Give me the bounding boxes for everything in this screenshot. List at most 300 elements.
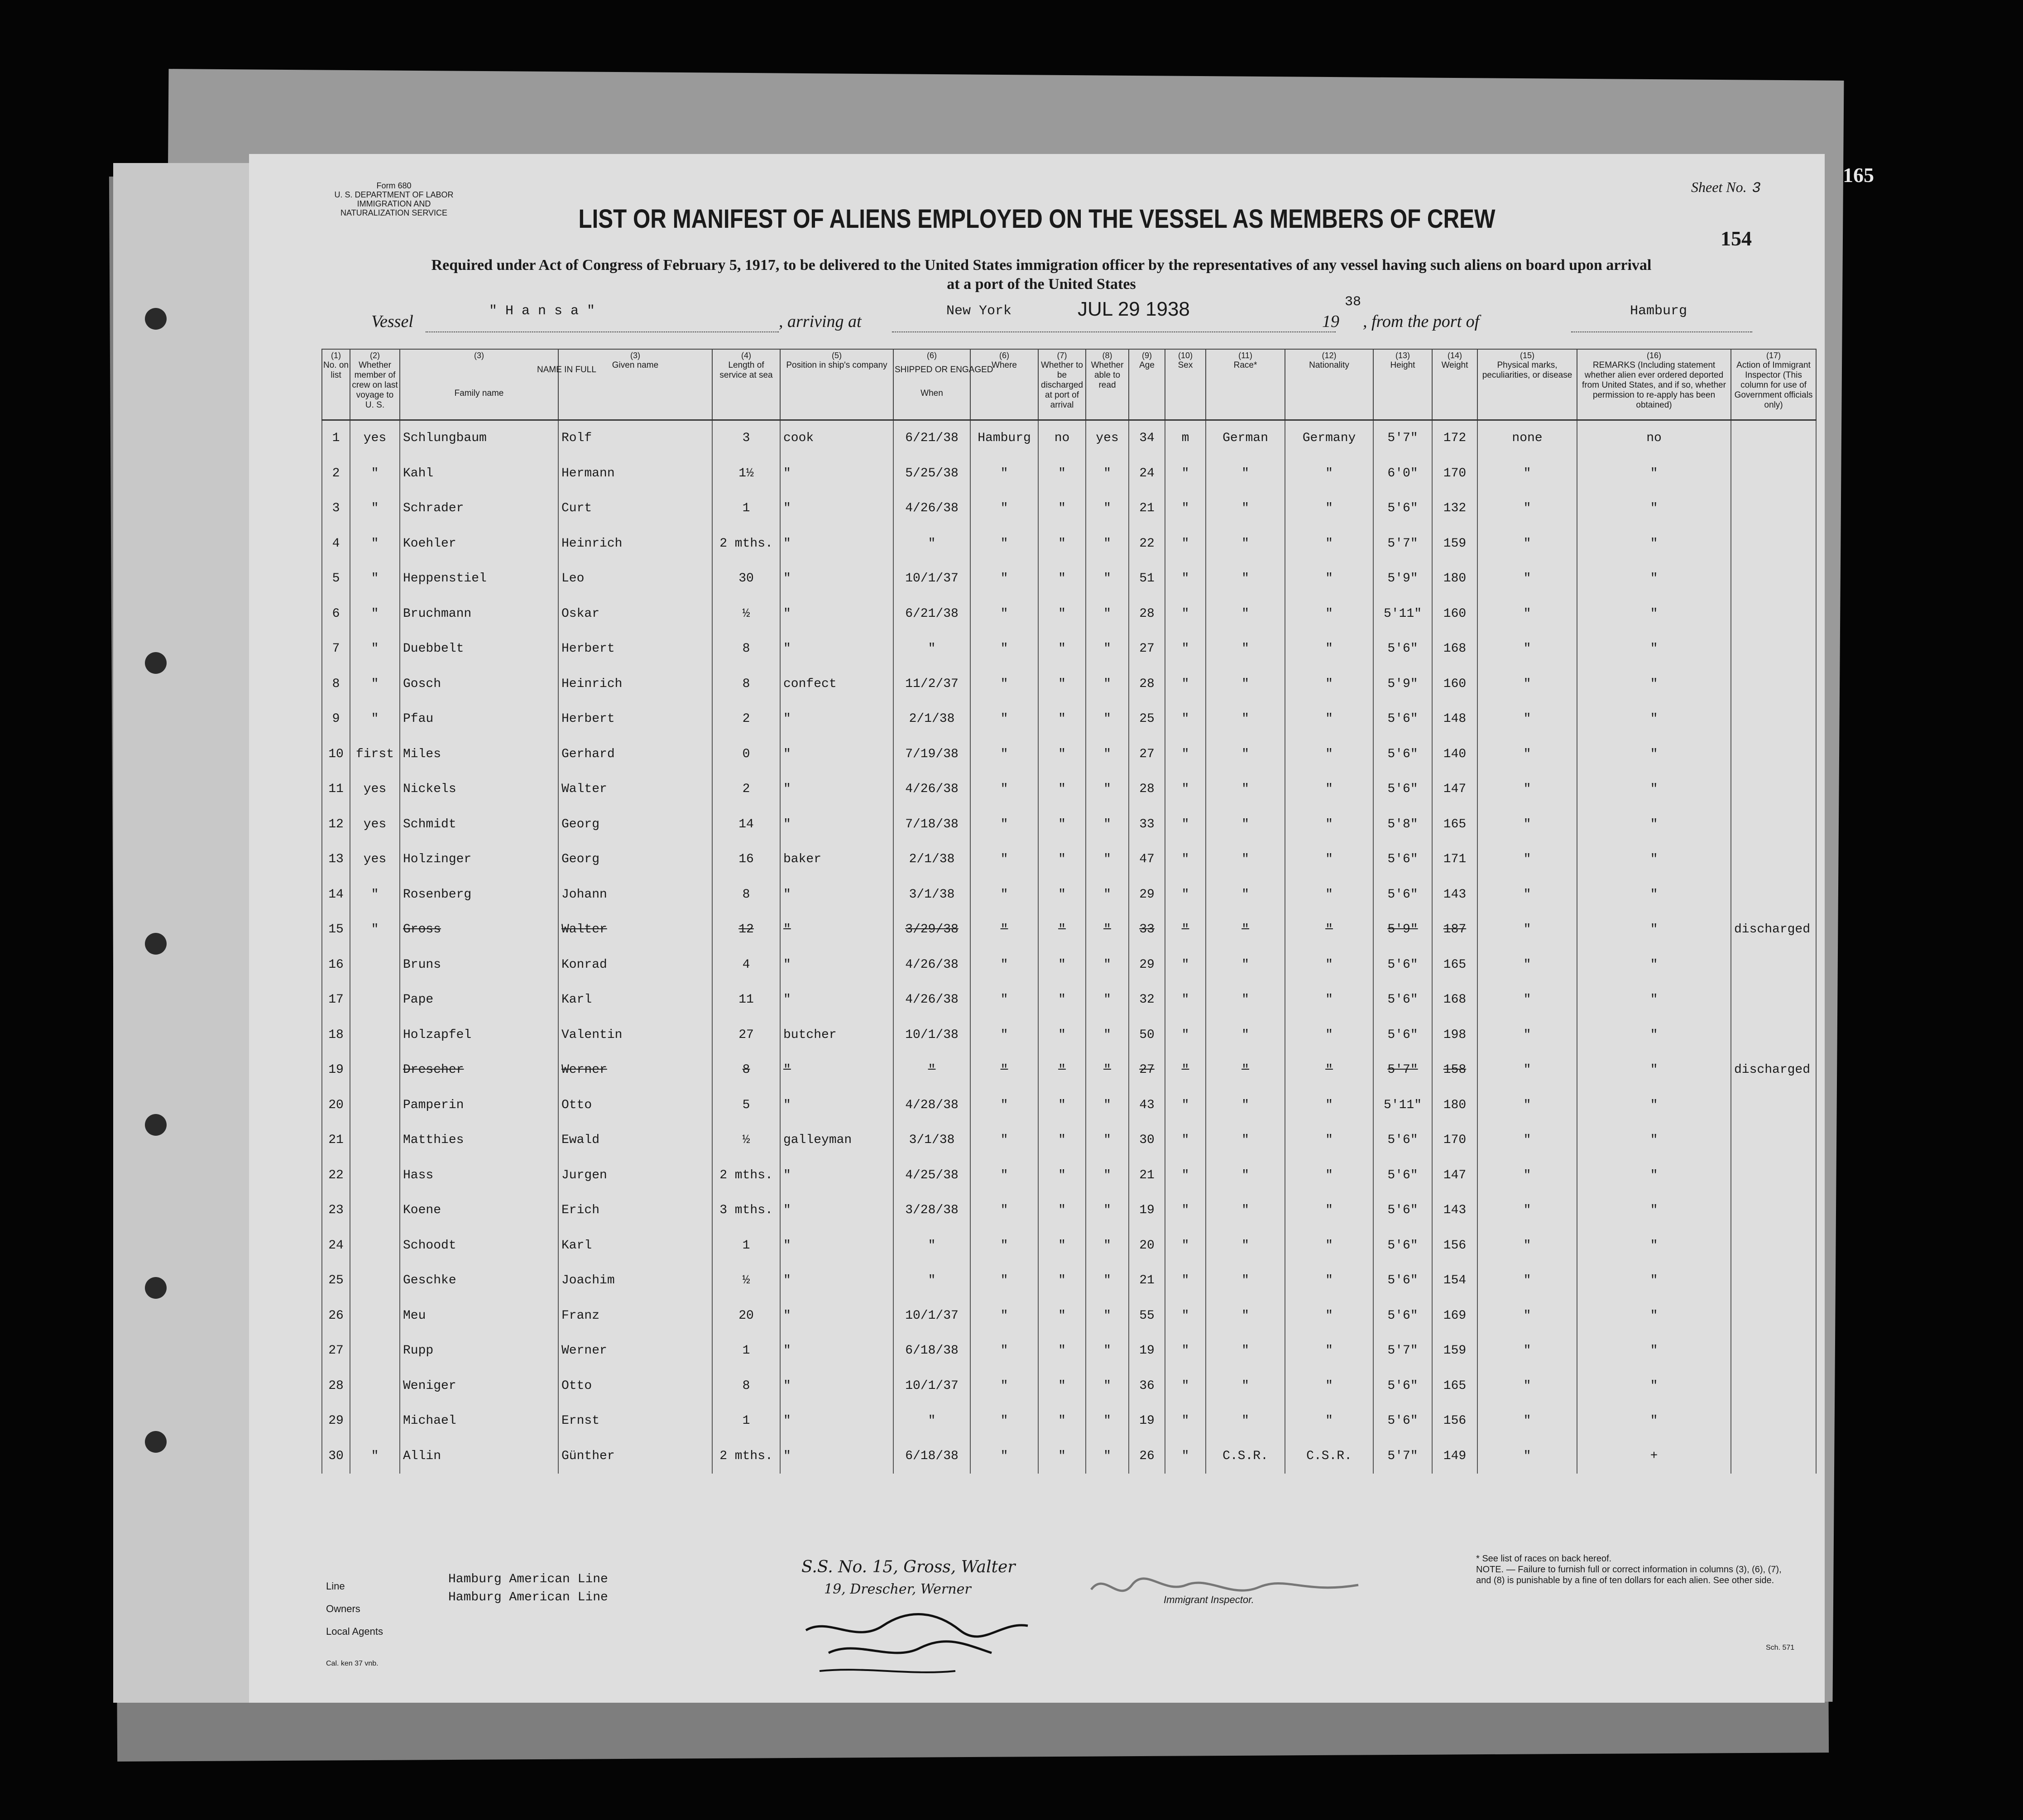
discharged: " [1038,596,1086,632]
shipped-where: " [970,912,1038,947]
weight: 143 [1432,877,1477,912]
nationality: " [1285,561,1373,596]
able-to-read: " [1086,1333,1129,1369]
column-header [1577,349,1731,420]
subtitle [317,256,1766,294]
position: " [780,772,893,807]
length-of-service: 1 [712,1333,780,1369]
row-number: 20 [322,1088,350,1123]
table-row [322,456,1816,491]
able-to-read: " [1086,807,1129,842]
race-note: * See list of races on back hereof. [1476,1554,1612,1564]
sex: " [1165,1439,1206,1474]
weight: 154 [1432,1263,1477,1298]
shipped-where: " [970,1439,1038,1474]
table-row [322,982,1816,1018]
family-name: Michael [400,1403,558,1439]
shipped-where: " [970,1369,1038,1404]
table-row [322,1052,1816,1088]
nationality: " [1285,1263,1373,1298]
last-voyage: " [350,561,400,596]
physical-marks: " [1477,1369,1577,1404]
age: 27 [1129,737,1165,772]
family-name: Pfau [400,701,558,737]
remarks: " [1577,877,1731,912]
sex: " [1165,947,1206,983]
physical-marks: " [1477,1123,1577,1158]
column-header [1477,349,1577,420]
family-name: Gross [400,912,558,947]
shipped-where: " [970,1158,1038,1193]
discharged: " [1038,1052,1086,1088]
given-name: Georg [558,807,712,842]
physical-marks: " [1477,912,1577,947]
shipped-when: 6/21/38 [893,596,970,632]
table-row [322,1228,1816,1263]
discharged: " [1038,1088,1086,1123]
race: " [1206,1088,1285,1123]
form-service: IMMIGRATION AND NATURALIZATION SERVICE [340,199,448,217]
able-to-read: " [1086,842,1129,877]
column-label: Given name [612,360,659,370]
race: " [1206,982,1285,1018]
nationality: " [1285,1403,1373,1439]
given-name: Heinrich [558,526,712,562]
shipped-where: " [970,1333,1038,1369]
shipped-where: " [970,842,1038,877]
length-of-service: 14 [712,807,780,842]
column-label: Age [1139,360,1155,370]
height: 5'6" [1373,1298,1432,1334]
weight: 147 [1432,1158,1477,1193]
age: 22 [1129,526,1165,562]
length-of-service: 2 mths. [712,526,780,562]
physical-marks: " [1477,1228,1577,1263]
family-name: Holzinger [400,842,558,877]
last-voyage [350,1298,400,1334]
column-number: (3) [474,351,484,360]
able-to-read: " [1086,1018,1129,1053]
able-to-read: " [1086,1263,1129,1298]
given-name: Otto [558,1088,712,1123]
discharged: " [1038,912,1086,947]
height: 5'6" [1373,701,1432,737]
discharged: " [1038,456,1086,491]
discharged: " [1038,842,1086,877]
nationality: " [1285,667,1373,702]
inspector-action [1731,807,1816,842]
given-name: Gerhard [558,737,712,772]
race: " [1206,1018,1285,1053]
last-voyage [350,1333,400,1369]
remarks: no [1577,420,1731,456]
height: 5'7" [1373,526,1432,562]
physical-marks: " [1477,982,1577,1018]
physical-marks: " [1477,877,1577,912]
local-agents-label: Local Agents [326,1626,383,1637]
physical-marks: " [1477,631,1577,667]
binder-hole [145,1431,167,1453]
shipped-where: " [970,1018,1038,1053]
shipped-when: 4/25/38 [893,1158,970,1193]
last-voyage [350,1193,400,1228]
last-voyage: yes [350,842,400,877]
column-header [1129,349,1165,420]
length-of-service: 20 [712,1298,780,1334]
given-name: Ewald [558,1123,712,1158]
nationality: C.S.R. [1285,1439,1373,1474]
position: " [780,1369,893,1404]
given-name: Georg [558,842,712,877]
weight: 147 [1432,772,1477,807]
discharged: " [1038,1193,1086,1228]
binder-hole [145,308,167,330]
column-number: (6) [927,351,937,360]
sex: " [1165,807,1206,842]
column-number: (6) [999,351,1009,360]
given-name: Erich [558,1193,712,1228]
shipped-when: 11/2/37 [893,667,970,702]
given-name: Heinrich [558,667,712,702]
height: 5'6" [1373,1403,1432,1439]
nationality: " [1285,912,1373,947]
shipped-when: 10/1/37 [893,561,970,596]
family-name: Miles [400,737,558,772]
shipped-where: " [970,807,1038,842]
given-name: Konrad [558,947,712,983]
inspector-action [1731,1158,1816,1193]
row-number: 29 [322,1403,350,1439]
remarks: + [1577,1439,1731,1474]
shipped-when: 3/28/38 [893,1193,970,1228]
height: 5'6" [1373,1193,1432,1228]
sex: " [1165,912,1206,947]
height: 5'6" [1373,737,1432,772]
inspector-action [1731,842,1816,877]
row-number: 2 [322,456,350,491]
age: 47 [1129,842,1165,877]
height: 5'6" [1373,1123,1432,1158]
given-name: Walter [558,912,712,947]
nationality: " [1285,1158,1373,1193]
position: " [780,561,893,596]
remarks: " [1577,737,1731,772]
column-number: (12) [1322,351,1337,360]
discharged: " [1038,877,1086,912]
remarks: " [1577,596,1731,632]
table-row [322,842,1816,877]
family-name: Rosenberg [400,877,558,912]
page-title: LIST OR MANIFEST OF ALIENS EMPLOYED ON THE VESSEL AS MEMBERS OF CREW [578,204,1496,234]
sex: " [1165,1333,1206,1369]
able-to-read: " [1086,1298,1129,1334]
vessel-row [371,294,1752,335]
position: " [780,807,893,842]
given-name: Herbert [558,631,712,667]
length-of-service: ½ [712,1263,780,1298]
last-voyage [350,947,400,983]
position: " [780,456,893,491]
discharged: " [1038,1158,1086,1193]
family-name: Koehler [400,526,558,562]
position: " [780,1439,893,1474]
remarks: " [1577,842,1731,877]
remarks: " [1577,456,1731,491]
column-number: (4) [741,351,751,360]
row-number: 1 [322,420,350,456]
nationality: " [1285,1088,1373,1123]
shipped-when: " [893,631,970,667]
remarks: " [1577,1123,1731,1158]
sex: " [1165,1088,1206,1123]
position: confect [780,667,893,702]
height: 5'6" [1373,772,1432,807]
nationality: " [1285,631,1373,667]
table-row [322,1439,1816,1474]
nationality: " [1285,1298,1373,1334]
remarks: " [1577,491,1731,526]
last-voyage [350,1018,400,1053]
table-row [322,596,1816,632]
position: " [780,1088,893,1123]
position: " [780,912,893,947]
family-name: Rupp [400,1333,558,1369]
shipped-where: " [970,877,1038,912]
age: 51 [1129,561,1165,596]
table-row [322,912,1816,947]
length-of-service: 1½ [712,456,780,491]
shipped-where: " [970,667,1038,702]
family-name: Schlungbaum [400,420,558,456]
form-reference: Sch. 571 [1766,1644,1795,1652]
table-row [322,667,1816,702]
position: galleyman [780,1123,893,1158]
sheet-value: 3 [1752,180,1761,197]
subtitle-line-2: at a port of the United States [947,276,1136,293]
shipped-when: 4/26/38 [893,947,970,983]
last-voyage [350,1369,400,1404]
weight: 160 [1432,667,1477,702]
length-of-service: 2 mths. [712,1439,780,1474]
able-to-read: " [1086,1403,1129,1439]
shipped-when: 4/26/38 [893,772,970,807]
table-row [322,526,1816,562]
remarks: " [1577,1228,1731,1263]
age: 32 [1129,982,1165,1018]
race: " [1206,1228,1285,1263]
race: " [1206,1298,1285,1334]
column-header [1086,349,1129,420]
name-group-header: NAME IN FULL [537,365,596,375]
column-number: (10) [1178,351,1193,360]
physical-marks: " [1477,456,1577,491]
shipped-where: " [970,631,1038,667]
position: " [780,982,893,1018]
given-name: Jurgen [558,1158,712,1193]
physical-marks: " [1477,1088,1577,1123]
weight: 170 [1432,456,1477,491]
able-to-read: " [1086,491,1129,526]
last-voyage: " [350,526,400,562]
inspector-action [1731,667,1816,702]
given-name: Walter [558,772,712,807]
physical-marks: " [1477,561,1577,596]
position: " [780,947,893,983]
remarks: " [1577,701,1731,737]
line-label: Line [326,1580,345,1592]
shipped-where: " [970,596,1038,632]
race: " [1206,1158,1285,1193]
table-row [322,1298,1816,1334]
last-voyage: " [350,1439,400,1474]
column-label: Race* [1233,360,1257,370]
column-label: Whether able to read [1091,360,1124,390]
height: 5'6" [1373,631,1432,667]
row-number: 26 [322,1298,350,1334]
weight: 168 [1432,631,1477,667]
year-value: 38 [1345,294,1361,310]
length-of-service: 8 [712,1369,780,1404]
height: 5'6" [1373,1158,1432,1193]
age: 21 [1129,491,1165,526]
agent-signature [801,1603,1037,1680]
inspector-action [1731,1333,1816,1369]
position: butcher [780,1018,893,1053]
sex: " [1165,526,1206,562]
family-name: Heppenstiel [400,561,558,596]
shipped-when: 10/1/37 [893,1369,970,1404]
row-number: 21 [322,1123,350,1158]
length-of-service: 27 [712,1018,780,1053]
column-number: (5) [832,351,842,360]
shipped-where: " [970,526,1038,562]
shipped-where: " [970,1263,1038,1298]
inspector-action: discharged [1731,1052,1816,1088]
age: 28 [1129,667,1165,702]
owners-value: Hamburg American Line [448,1590,608,1604]
shipped-when: 6/18/38 [893,1333,970,1369]
last-voyage [350,1263,400,1298]
manifest-page [249,154,1874,1703]
nationality: " [1285,1193,1373,1228]
race: " [1206,631,1285,667]
shipped-when: " [893,1403,970,1439]
race: " [1206,807,1285,842]
height: 5'8" [1373,807,1432,842]
length-of-service: 11 [712,982,780,1018]
able-to-read: " [1086,772,1129,807]
column-header [712,349,780,420]
race: " [1206,667,1285,702]
shipped-when: " [893,1052,970,1088]
given-name: Karl [558,982,712,1018]
row-number: 13 [322,842,350,877]
discharged: " [1038,1123,1086,1158]
family-name: Nickels [400,772,558,807]
binder-hole [145,1277,167,1299]
position: " [780,526,893,562]
discharged: " [1038,982,1086,1018]
nationality: " [1285,1018,1373,1053]
row-number: 11 [322,772,350,807]
table-row [322,420,1816,456]
discharged: " [1038,526,1086,562]
sex: " [1165,1123,1206,1158]
shipped-where: " [970,737,1038,772]
inspector-action [1731,701,1816,737]
age: 33 [1129,807,1165,842]
age: 28 [1129,772,1165,807]
position: " [780,1228,893,1263]
family-name: Matthies [400,1123,558,1158]
physical-marks: " [1477,596,1577,632]
table-row [322,1263,1816,1298]
given-name: Günther [558,1439,712,1474]
inspector-label: Immigrant Inspector. [1164,1594,1254,1605]
inspector-action [1731,1018,1816,1053]
column-label: Sex [1178,360,1193,370]
page-number: 165 [1843,163,1874,187]
inspector-action [1731,877,1816,912]
family-name: Meu [400,1298,558,1334]
race: " [1206,842,1285,877]
family-name: Schoodt [400,1228,558,1263]
arrival-port: New York [946,303,1012,319]
year-prefix: 19 [1322,312,1339,331]
last-voyage: " [350,701,400,737]
race: " [1206,561,1285,596]
position: " [780,631,893,667]
form-department: U. S. DEPARTMENT OF LABOR [334,190,454,199]
age: 27 [1129,631,1165,667]
height: 5'11" [1373,596,1432,632]
sex: " [1165,667,1206,702]
length-of-service: 1 [712,491,780,526]
age: 20 [1129,1228,1165,1263]
footer-note [1476,1553,1784,1586]
weight: 187 [1432,912,1477,947]
arrival-date-stamp: JUL 29 1938 [1078,298,1190,320]
physical-marks: " [1477,701,1577,737]
nationality: " [1285,772,1373,807]
last-voyage: yes [350,420,400,456]
shipped-where: " [970,1298,1038,1334]
weight: 168 [1432,982,1477,1018]
last-voyage: yes [350,772,400,807]
physical-marks: " [1477,491,1577,526]
sex: " [1165,982,1206,1018]
last-voyage [350,1052,400,1088]
shipped-when: 4/26/38 [893,491,970,526]
table-row [322,737,1816,772]
footer [326,1549,1798,1685]
given-name: Werner [558,1052,712,1088]
row-number: 16 [322,947,350,983]
able-to-read: " [1086,1052,1129,1088]
able-to-read: " [1086,1193,1129,1228]
vessel-label: Vessel [371,312,413,331]
sex: " [1165,842,1206,877]
shipped-group-header: SHIPPED OR ENGAGED [895,365,993,375]
length-of-service: 1 [712,1228,780,1263]
age: 25 [1129,701,1165,737]
column-number: (2) [370,351,380,360]
nationality: " [1285,1369,1373,1404]
length-of-service: 4 [712,947,780,983]
shipped-when: 10/1/38 [893,1018,970,1053]
length-of-service: 16 [712,842,780,877]
family-name: Weniger [400,1369,558,1404]
